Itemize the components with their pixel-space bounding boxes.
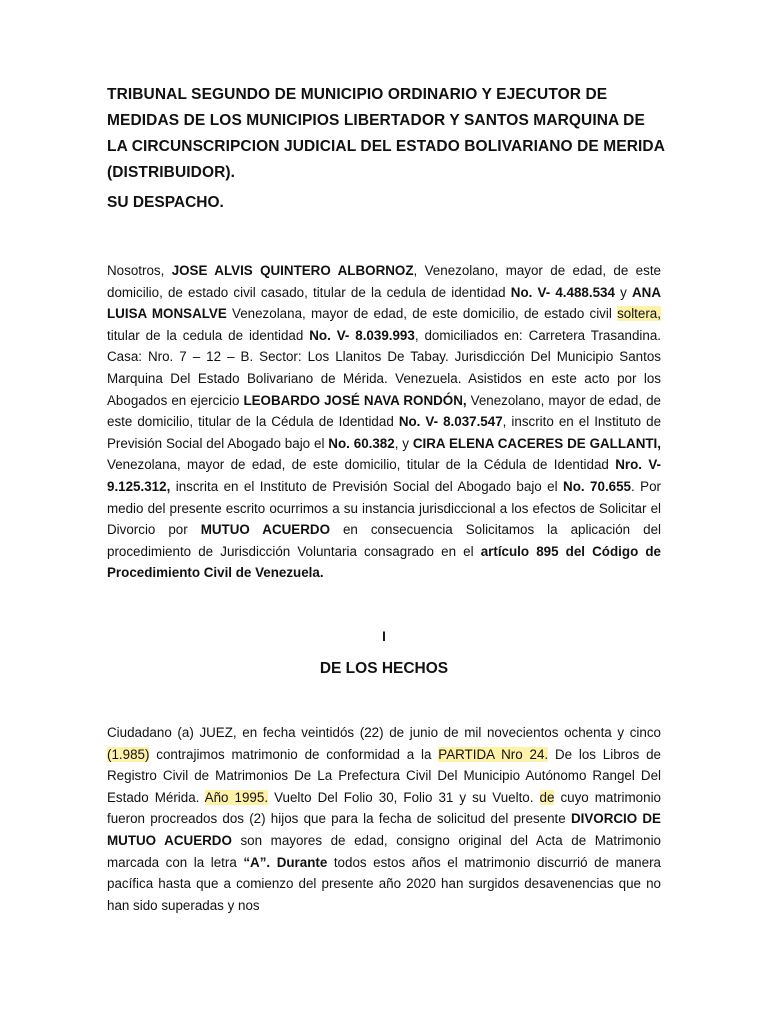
id-number: No. V- 8.037.547 xyxy=(398,414,503,430)
emphasis-text: “A”. xyxy=(243,854,271,870)
text-run: , y xyxy=(394,435,413,451)
facts-paragraph xyxy=(107,722,661,916)
text-run: , domiciliados en: Carretera Trasandina. Casa: Nro. 7 – 12 – B. Sector: Los Llanitos De Tabay. Jurisdicción Del Municipio Santos Marquina Del Estado Bolivariano de Mérida. Venezuela. Asistidos en este acto por los Abogados en ejercicio xyxy=(107,327,662,408)
text-run: son mayores de edad, consigno original del Acta de Matrimonio marcada con la letra xyxy=(107,832,661,870)
highlighted-text: Año 1995. xyxy=(204,789,269,805)
emphasis-text: DIVORCIO DE MUTUO ACUERDO xyxy=(107,811,661,848)
text-run: Venezolano, mayor de edad, de este domicilio, titular de la Cédula de Identidad xyxy=(107,392,661,430)
text-run: cuyo matrimonio fueron procreados dos (2) hijos que para la fecha de solicitud del presente xyxy=(107,789,661,827)
id-number: Nro. V- 9.125.312, xyxy=(107,457,661,494)
text-run: inscrita en el Instituto de Previsión Social del Abogado bajo el xyxy=(170,478,564,494)
text-run: en consecuencia Solicitamos la aplicación del procedimiento de Jurisdicción Voluntaria consagrado en el xyxy=(107,522,661,559)
text-run: contrajimos matrimonio de conformidad a la xyxy=(149,746,439,762)
legal-reference: artículo 895 del Código de Procedimiento Civil de Venezuela. xyxy=(107,543,661,581)
text-run: Nosotros, xyxy=(107,263,172,278)
highlighted-text: de xyxy=(539,789,555,805)
text-run: , inscrito en el Instituto de Previsión Social del Abogado bajo el xyxy=(107,414,662,451)
registry-number: No. 60.382 xyxy=(328,435,395,451)
highlighted-text: soltera, xyxy=(617,306,661,322)
court-heading: TRIBUNAL SEGUNDO DE MUNICIPIO ORDINARIO Y EJECUTOR DE MEDIDAS DE LOS MUNICIPIOS LIBERTADOR Y SANTOS MARQUINA DE LA CIRCUNSCRIPCION JUDICIAL DEL ESTADO BOLIVARIANO DE MERIDA (DISTRIBUIDOR). xyxy=(107,86,665,181)
emphasis-text: MUTUO ACUERDO xyxy=(200,522,330,538)
text-run: De los Libros de Registro Civil de Matrimonios De La Prefectura Civil Del Municipio Autónomo Rangel Del Estado Mérida. xyxy=(107,746,661,805)
petition-paragraph xyxy=(107,260,661,584)
section-number: I xyxy=(382,629,386,644)
text-run: titular de la cedula de identidad xyxy=(107,327,310,343)
text-run: Venezolana, mayor de edad, de este domicilio, de estado civil xyxy=(226,306,618,322)
lawyer-name: CIRA ELENA CACERES DE GALLANTI, xyxy=(412,435,661,451)
text-run: y xyxy=(614,284,632,300)
highlighted-text: (1.985) xyxy=(107,746,150,762)
text-run: Venezolana, mayor de edad, de este domicilio, titular de la Cédula de Identidad xyxy=(107,457,616,473)
section-title: DE LOS HECHOS xyxy=(319,660,449,677)
lawyer-name: LEOBARDO JOSÉ NAVA RONDÓN, xyxy=(243,392,467,408)
text-run: todos estos años el matrimonio discurrió de manera pacífica hasta que a comienzo del presente año 2020 han surgidos desavenencias que no han sido superadas y nos xyxy=(107,854,661,913)
registry-number: No. 70.655 xyxy=(563,478,632,494)
text-run: Vuelto Del Folio 30, Folio 31 y su Vuelto. xyxy=(268,789,540,805)
text-run: Ciudadano (a) JUEZ, en fecha veintidós (22) de junio de mil novecientos ochenta y cinco xyxy=(107,725,661,740)
id-number: No. V- 4.488.534 xyxy=(510,284,615,300)
text-run: , Venezolano, mayor de edad, de este domicilio, de estado civil casado, titular de la cedula de identidad xyxy=(107,263,661,300)
emphasis-text: Durante xyxy=(276,854,328,870)
petitioner-name: ANA LUISA MONSALVE xyxy=(107,284,661,322)
petitioner-name: JOSE ALVIS QUINTERO ALBORNOZ xyxy=(171,263,414,278)
su-despacho: SU DESPACHO. xyxy=(107,194,224,211)
text-run: . Por medio del presente escrito ocurrimos a su instancia jurisdiccional a los efectos de Solicitar el Divorcio por xyxy=(107,478,662,538)
id-number: No. V- 8.039.993 xyxy=(309,327,415,343)
highlighted-text: PARTIDA Nro 24. xyxy=(438,746,549,762)
